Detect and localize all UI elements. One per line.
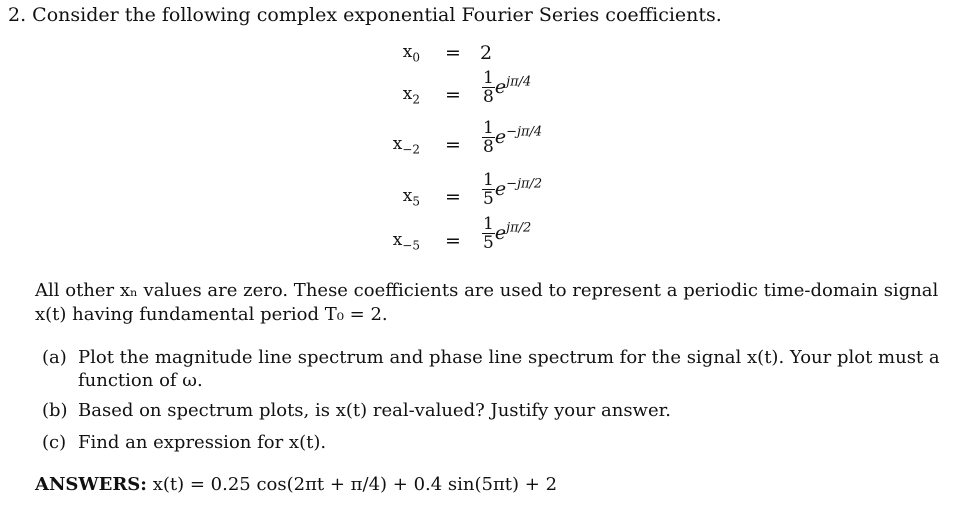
part-a-continuation: function of ω. (78, 370, 203, 391)
coefficient-label: $x_{-2}$ (392, 134, 420, 157)
part-text: Find an expression for x(t). (78, 432, 327, 453)
paragraph-line: All other xₙ values are zero. These coefficients are used to represent a periodic time-domain signal (35, 280, 939, 301)
part-a (42, 347, 940, 368)
part-text: Based on spectrum plots, is x(t) real-valued? Justify your answer. (78, 400, 671, 421)
coefficient-value: $\frac{1}{8}$ $e^{j\pi/4}$ (483, 68, 532, 107)
paragraph-line: x(t) having fundamental period T₀ = 2. (35, 304, 388, 325)
equals-sign: = (445, 186, 461, 208)
coefficient-label: $x_5$ (402, 186, 420, 209)
part-c (42, 432, 326, 453)
part-label: (b) (42, 400, 68, 421)
answers-line (35, 474, 557, 495)
equals-sign: = (445, 134, 461, 156)
coefficient-value: $\frac{1}{5}$ $e^{j\pi/2}$ (483, 214, 532, 253)
coefficient-value: $\frac{1}{5}$ $e^{-j\pi/2}$ (483, 170, 543, 209)
coefficient-value: 2 (480, 42, 493, 64)
equals-sign: = (445, 230, 461, 252)
part-b (42, 400, 671, 421)
part-text: Plot the magnitude line spectrum and phase line spectrum for the signal x(t). Your plot must a (78, 347, 940, 368)
coefficient-label: $x_{-5}$ (392, 230, 420, 253)
problem-header: 2. Consider the following complex exponential Fourier Series coefficients. (8, 4, 722, 26)
coefficient-label: $x_0$ (402, 42, 420, 65)
equals-sign: = (445, 84, 461, 106)
answers-expression: x(t) = 0.25 cos(2πt + π/4) + 0.4 sin(5πt) + 2 (152, 474, 558, 495)
part-label: (a) (42, 347, 67, 368)
equals-sign: = (445, 42, 461, 64)
part-label: (c) (42, 432, 67, 453)
answers-label: ANSWERS: (35, 474, 147, 495)
coefficient-value: $\frac{1}{8}$ $e^{-j\pi/4}$ (483, 118, 543, 157)
coefficient-label: $x_2$ (402, 84, 420, 107)
